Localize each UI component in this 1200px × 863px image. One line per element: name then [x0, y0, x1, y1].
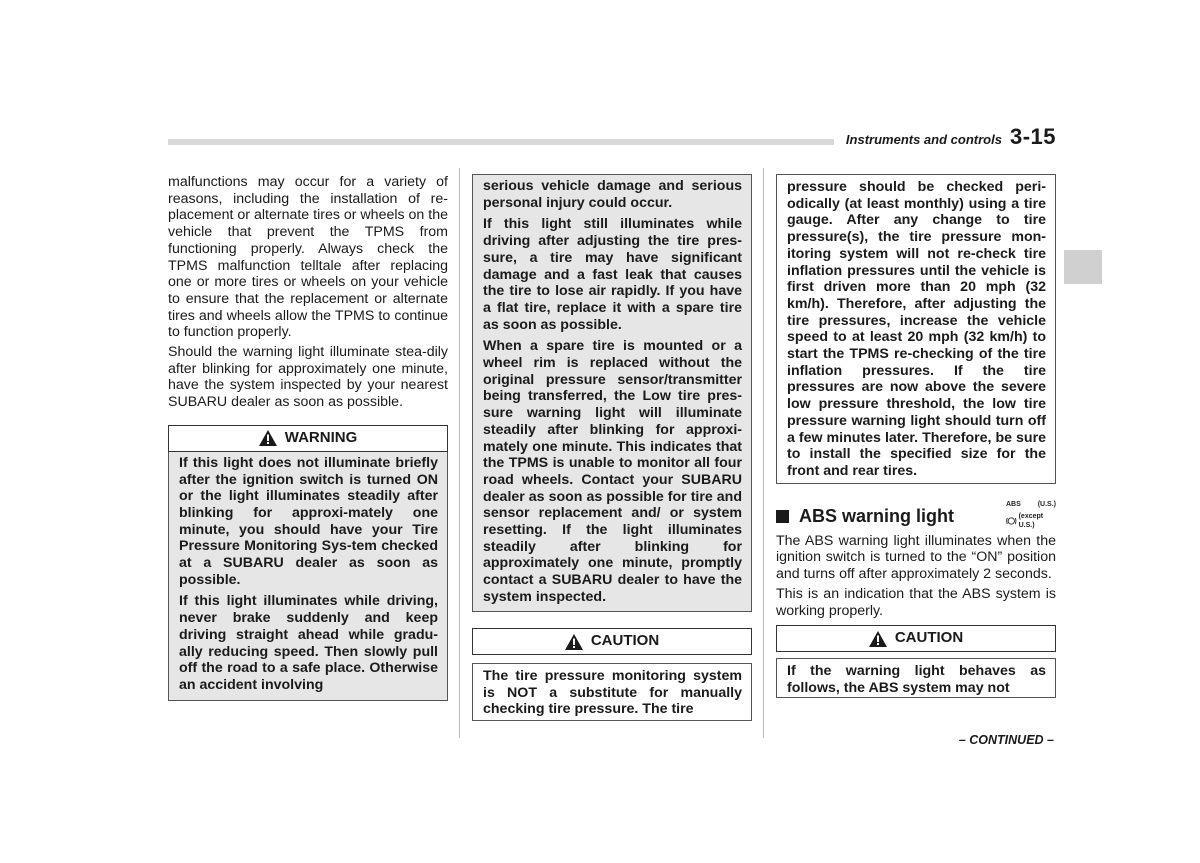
body-paragraph: malfunctions may occur for a variety of reasons, including the installation of re-placement or alternate tires or wheels on the vehicle that prevent the TPMS from functioning properly. Always check the TPMS malfunction telltale after replacing one or more tires or wheels on your vehicle to ensure that the replacement or alternate tires and wheels allow the TPMS to continue to function properly.	[168, 174, 448, 341]
section-heading	[776, 501, 1056, 529]
warning-text: When a spare tire is mounted or a wheel rim is replaced without the original pressure sensor/transmitter being transferred, the Low tire pres-sure warning light will illuminate steadily after blinking for approxi-mately one minute. This indicates that the TPMS is unable to monitor all four road wheels. Contact your SUBARU dealer as soon as possible for tire and sensor replacement and/ or system resetting. If the light illuminates steadily after blinking for approximately one minute, promptly contact a SUBARU dealer to have the system inspected.	[483, 338, 742, 605]
section-title: Instruments and controls	[845, 132, 1002, 147]
continued-label: – CONTINUED –	[958, 733, 1054, 747]
caution-triangle-icon	[565, 634, 583, 650]
heading-bullet-icon	[776, 510, 789, 523]
warning-text: If this light still illuminates while driving after adjusting the tire pres-sure, a tire may have significant damage and a fast leak that causes the tire to lose air rapidly. If you have a flat tire, replace it with a spare tire as soon as possible.	[483, 216, 742, 333]
warning-text: serious vehicle damage and serious personal injury could occur.	[483, 178, 742, 211]
caution-box	[776, 658, 1056, 698]
warning-label: WARNING	[284, 428, 358, 446]
warning-triangle-icon	[259, 430, 277, 446]
body-paragraph: Should the warning light illuminate stea-dily after blinking for approximately one minute, have the system inspected by your nearest SUBARU dealer as soon as possible.	[168, 344, 448, 411]
caution-triangle-icon	[869, 631, 887, 647]
caution-label: CAUTION	[894, 629, 964, 647]
caution-text: pressure should be checked peri-odically (at least monthly) using a tire gauge. After any change to tire pressure(s), the tire pressure mon-itoring system will not re-check tire inflation pressures until the vehicle is first driven more than 20 mph (32 km/h). Therefore, after adjusting the tire pressures, increase the vehicle speed to at least 20 mph (32 km/h) to start the TPMS re-checking of the tire inflation pressures. If the tire pressures are now above the severe low pressure threshold, the low tire pressure warning light should turn off a few minutes later. Therefore, be sure to install the specified size for the front and rear tires.	[787, 179, 1046, 479]
caution-banner	[776, 625, 1056, 652]
column-2	[472, 174, 752, 721]
column-3	[776, 174, 1056, 698]
warning-box-continued	[472, 174, 752, 612]
warning-text: If this light does not illuminate briefly after the ignition switch is turned ON or the light illuminates steadily after blinking for approxi-mately one minute, you should have your Tire Pressure Monitoring Sys-tem checked at a SUBARU dealer as soon as possible.	[179, 454, 438, 588]
column-divider	[763, 168, 764, 738]
abs-indicator-region: (U.S.)	[1037, 501, 1056, 508]
body-paragraph: The ABS warning light illuminates when the ignition switch is turned to the “ON” position and turns off after approximately 2 seconds.	[776, 532, 1056, 583]
abs-indicator-region: (except U.S.)	[1018, 513, 1044, 529]
caution-banner	[472, 628, 752, 655]
header-rule	[168, 139, 834, 145]
page-header	[846, 124, 1056, 150]
abs-symbol-icon	[1006, 516, 1017, 526]
column-divider	[459, 168, 460, 738]
warning-banner	[168, 425, 448, 452]
caution-box	[472, 663, 752, 721]
caution-text: The tire pressure monitoring system is NOT a substitute for manually checking tire pressure. The tire	[483, 668, 742, 718]
abs-indicator-text: ABS	[1006, 501, 1021, 508]
chapter-tab	[1064, 250, 1102, 284]
page-number: 3-15	[1009, 124, 1056, 149]
body-paragraph: This is an indication that the ABS system is working properly.	[776, 585, 1056, 619]
heading-text: ABS warning light	[799, 506, 954, 526]
warning-text: If this light illuminates while driving, never brake suddenly and keep driving straight ahead while gradu-ally reducing speed. Then slowly pull off the road to a safe place. Otherwise an accident involving	[179, 593, 438, 693]
abs-indicator	[1006, 500, 1056, 529]
column-1	[168, 174, 448, 701]
warning-box	[168, 452, 448, 701]
caution-text: If the warning light behaves as follows, the ABS system may not	[787, 663, 1046, 696]
caution-box-continued	[776, 174, 1056, 484]
caution-label: CAUTION	[590, 632, 660, 650]
